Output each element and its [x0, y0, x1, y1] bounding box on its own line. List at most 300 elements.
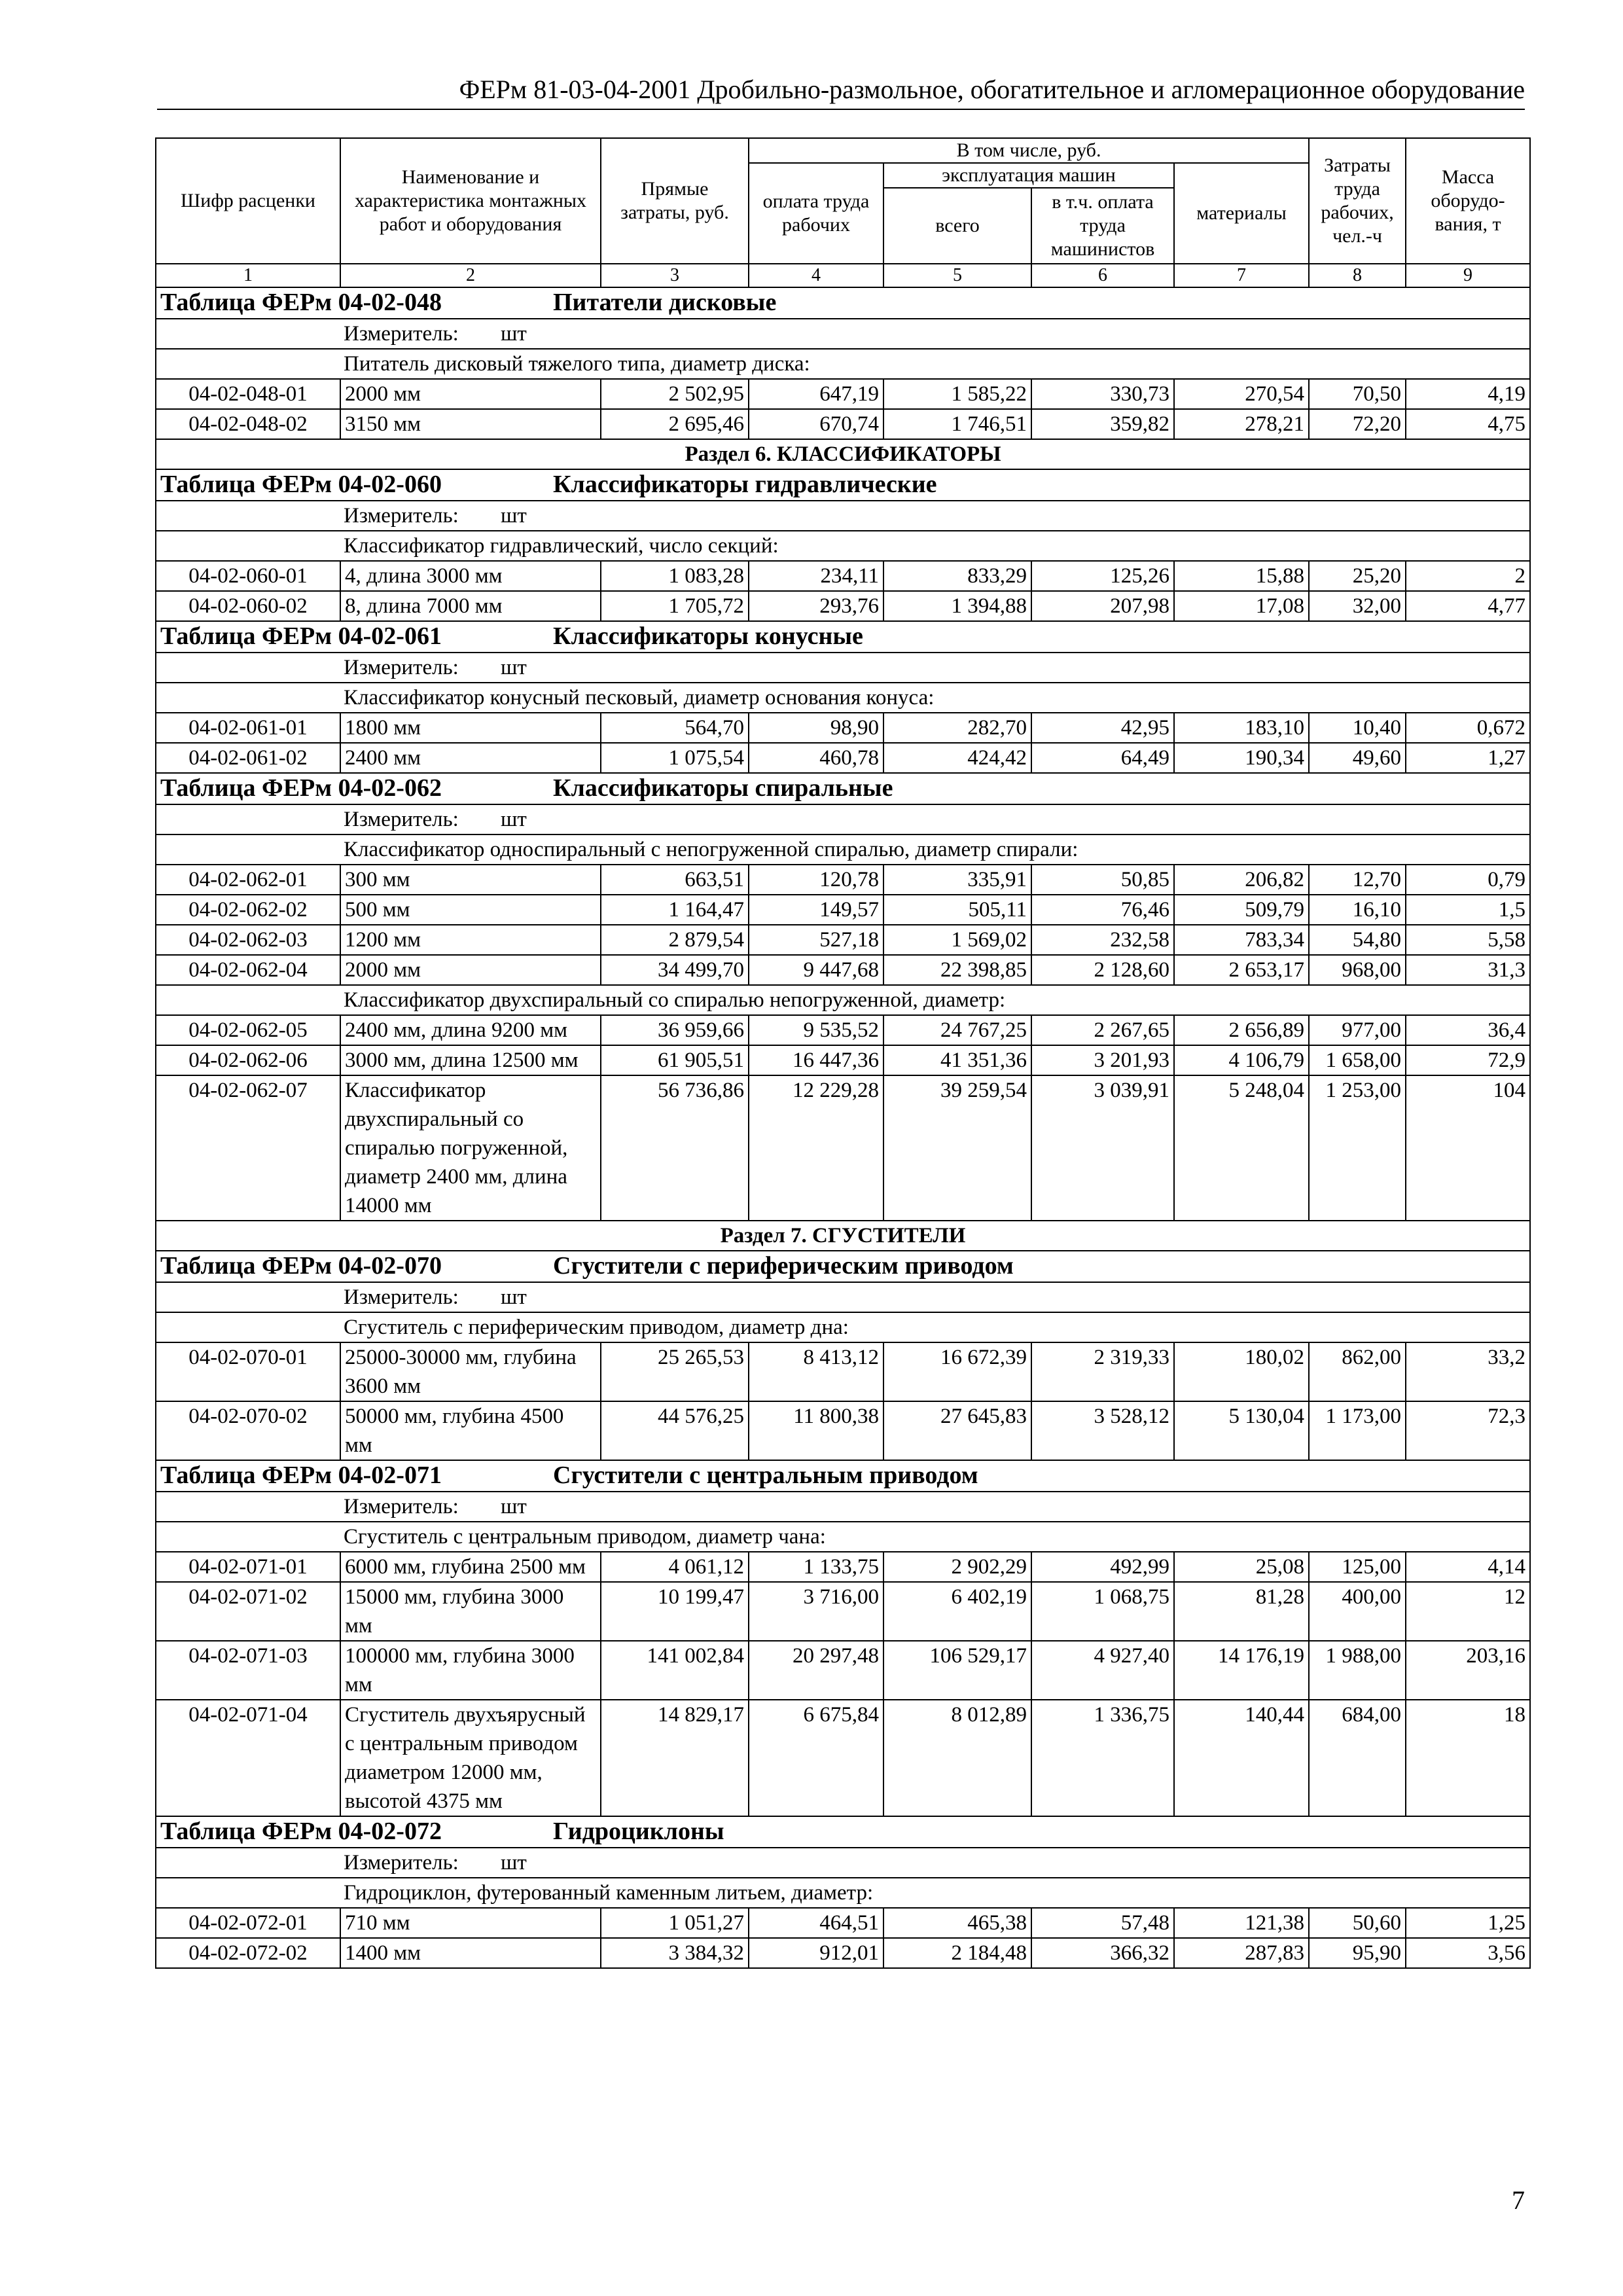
col-header-incl-machinist: в т.ч. оплата труда машинистов — [1031, 188, 1174, 264]
materials-cost-cell: 2 653,17 — [1174, 955, 1309, 985]
equipment-mass-cell: 1,27 — [1406, 743, 1530, 773]
table-title — [156, 773, 1530, 804]
materials-cost-cell: 278,21 — [1174, 409, 1309, 439]
materials-cost-cell: 15,88 — [1174, 561, 1309, 591]
machinist-pay-cell: 2 128,60 — [1031, 955, 1174, 985]
machine-total-cell: 22 398,85 — [883, 955, 1031, 985]
table-title — [156, 1251, 1530, 1282]
measure-row — [156, 653, 1530, 683]
materials-cost-cell: 25,08 — [1174, 1552, 1309, 1582]
labor-hours-cell: 49,60 — [1309, 743, 1406, 773]
labor-pay-cell: 149,57 — [749, 895, 883, 925]
work-name-cell: 100000 мм, глубина 3000 мм — [340, 1641, 601, 1700]
table-title-name: Классификаторы конусные — [553, 622, 863, 650]
labor-hours-cell: 1 173,00 — [1309, 1401, 1406, 1460]
col-number: 9 — [1406, 264, 1530, 287]
equipment-mass-cell: 4,77 — [1406, 591, 1530, 621]
work-name-cell: 1400 мм — [340, 1938, 601, 1968]
direct-cost-cell: 1 083,28 — [601, 561, 749, 591]
table-row — [156, 1045, 1530, 1075]
work-name-cell: 1800 мм — [340, 713, 601, 743]
equipment-mass-cell: 72,3 — [1406, 1401, 1530, 1460]
machinist-pay-cell: 492,99 — [1031, 1552, 1174, 1582]
machine-total-cell: 1 569,02 — [883, 925, 1031, 955]
machinist-pay-cell: 2 319,33 — [1031, 1342, 1174, 1401]
table-title-name: Классификаторы спиральные — [553, 774, 893, 802]
rate-code-cell: 04-02-072-01 — [156, 1908, 340, 1938]
table-row — [156, 1908, 1530, 1938]
group-description — [156, 349, 1530, 379]
direct-cost-cell: 1 051,27 — [601, 1908, 749, 1938]
rate-code-cell: 04-02-062-05 — [156, 1015, 340, 1045]
table-title-label: Таблица ФЕРм 04-02-062 — [160, 774, 442, 802]
direct-cost-cell: 1 705,72 — [601, 591, 749, 621]
materials-cost-cell: 270,54 — [1174, 379, 1309, 409]
measure-unit — [156, 653, 1530, 683]
direct-cost-cell: 4 061,12 — [601, 1552, 749, 1582]
materials-cost-cell: 509,79 — [1174, 895, 1309, 925]
work-name-cell: 3150 мм — [340, 409, 601, 439]
machine-total-cell: 465,38 — [883, 1908, 1031, 1938]
group-description-text: Классификатор конусный песковый, диаметр основания конуса: — [344, 686, 935, 709]
table-title-row — [156, 1816, 1530, 1848]
direct-cost-cell: 3 384,32 — [601, 1938, 749, 1968]
measure-value: шт — [501, 1851, 527, 1874]
group-description-text: Сгуститель с центральным приводом, диаметр чана: — [344, 1525, 826, 1549]
measure-unit — [156, 501, 1530, 531]
col-header-machine-ops: эксплуатация машин — [883, 163, 1174, 188]
table-title-label: Таблица ФЕРм 04-02-070 — [160, 1252, 442, 1280]
labor-hours-cell: 32,00 — [1309, 591, 1406, 621]
machinist-pay-cell: 232,58 — [1031, 925, 1174, 955]
measure-value: шт — [501, 1495, 527, 1518]
labor-pay-cell: 293,76 — [749, 591, 883, 621]
section-heading: Раздел 7. СГУСТИТЕЛИ — [156, 1221, 1530, 1251]
table-title-name: Сгустители с периферическим приводом — [553, 1252, 1014, 1280]
description-row — [156, 985, 1530, 1015]
materials-cost-cell: 121,38 — [1174, 1908, 1309, 1938]
equipment-mass-cell: 36,4 — [1406, 1015, 1530, 1045]
labor-pay-cell: 9 447,68 — [749, 955, 883, 985]
col-header-name: Наименование и характеристика монтажных работ и оборудования — [340, 138, 601, 264]
materials-cost-cell: 4 106,79 — [1174, 1045, 1309, 1075]
machinist-pay-cell: 125,26 — [1031, 561, 1174, 591]
col-header-labor-hours: Затраты труда рабочих, чел.-ч — [1309, 138, 1406, 264]
materials-cost-cell: 17,08 — [1174, 591, 1309, 621]
group-description-text: Питатель дисковый тяжелого типа, диаметр диска: — [344, 352, 810, 376]
group-description-text: Классификатор односпиральный с непогруженной спиралью, диаметр спирали: — [344, 838, 1079, 861]
materials-cost-cell: 140,44 — [1174, 1700, 1309, 1816]
labor-pay-cell: 670,74 — [749, 409, 883, 439]
direct-cost-cell: 663,51 — [601, 865, 749, 895]
table-row — [156, 1015, 1530, 1045]
work-name-cell: 8, длина 7000 мм — [340, 591, 601, 621]
machine-total-cell: 505,11 — [883, 895, 1031, 925]
direct-cost-cell: 25 265,53 — [601, 1342, 749, 1401]
table-title-row — [156, 469, 1530, 501]
table-title-name: Классификаторы гидравлические — [553, 471, 937, 498]
rate-code-cell: 04-02-062-04 — [156, 955, 340, 985]
direct-cost-cell: 1 075,54 — [601, 743, 749, 773]
machine-total-cell: 833,29 — [883, 561, 1031, 591]
machinist-pay-cell: 3 201,93 — [1031, 1045, 1174, 1075]
col-number: 7 — [1174, 264, 1309, 287]
table-title-row — [156, 773, 1530, 804]
work-name-cell: 1200 мм — [340, 925, 601, 955]
table-title — [156, 1460, 1530, 1492]
table-row — [156, 1938, 1530, 1968]
group-description-text: Классификатор двухспиральный со спиралью непогруженной, диаметр: — [344, 988, 1006, 1012]
col-number: 5 — [883, 264, 1031, 287]
materials-cost-cell: 14 176,19 — [1174, 1641, 1309, 1700]
work-name-cell: 4, длина 3000 мм — [340, 561, 601, 591]
measure-label: Измеритель: — [344, 656, 459, 679]
equipment-mass-cell: 104 — [1406, 1075, 1530, 1221]
work-name-cell: 25000-30000 мм, глубина 3600 мм — [340, 1342, 601, 1401]
table-row — [156, 379, 1530, 409]
machinist-pay-cell: 3 528,12 — [1031, 1401, 1174, 1460]
description-row — [156, 683, 1530, 713]
equipment-mass-cell: 31,3 — [1406, 955, 1530, 985]
page-number: 7 — [1512, 2185, 1525, 2215]
rate-code-cell: 04-02-048-01 — [156, 379, 340, 409]
machinist-pay-cell: 64,49 — [1031, 743, 1174, 773]
work-name-cell: 15000 мм, глубина 3000 мм — [340, 1582, 601, 1641]
table-title-row — [156, 1251, 1530, 1282]
labor-pay-cell: 6 675,84 — [749, 1700, 883, 1816]
work-name-cell: 50000 мм, глубина 4500 мм — [340, 1401, 601, 1460]
equipment-mass-cell: 1,25 — [1406, 1908, 1530, 1938]
machine-total-cell: 424,42 — [883, 743, 1031, 773]
measure-unit — [156, 804, 1530, 834]
rate-code-cell: 04-02-061-02 — [156, 743, 340, 773]
labor-hours-cell: 95,90 — [1309, 1938, 1406, 1968]
labor-pay-cell: 11 800,38 — [749, 1401, 883, 1460]
table-row — [156, 713, 1530, 743]
machine-total-cell: 27 645,83 — [883, 1401, 1031, 1460]
table-row — [156, 1700, 1530, 1816]
group-description-text: Классификатор гидравлический, число секций: — [344, 534, 779, 558]
labor-pay-cell: 464,51 — [749, 1908, 883, 1938]
labor-pay-cell: 16 447,36 — [749, 1045, 883, 1075]
labor-pay-cell: 1 133,75 — [749, 1552, 883, 1582]
materials-cost-cell: 180,02 — [1174, 1342, 1309, 1401]
materials-cost-cell: 206,82 — [1174, 865, 1309, 895]
measure-label: Измеритель: — [344, 322, 459, 346]
section-row — [156, 1221, 1530, 1251]
table-title-name: Питатели дисковые — [553, 289, 777, 316]
labor-pay-cell: 9 535,52 — [749, 1015, 883, 1045]
equipment-mass-cell: 33,2 — [1406, 1342, 1530, 1401]
direct-cost-cell: 141 002,84 — [601, 1641, 749, 1700]
measure-value: шт — [501, 808, 527, 831]
table-row — [156, 1552, 1530, 1582]
labor-pay-cell: 120,78 — [749, 865, 883, 895]
description-row — [156, 1878, 1530, 1908]
work-name-cell: 2000 мм — [340, 955, 601, 985]
labor-pay-cell: 460,78 — [749, 743, 883, 773]
direct-cost-cell: 34 499,70 — [601, 955, 749, 985]
machinist-pay-cell: 4 927,40 — [1031, 1641, 1174, 1700]
work-name-cell: 500 мм — [340, 895, 601, 925]
description-row — [156, 834, 1530, 865]
section-row — [156, 439, 1530, 469]
materials-cost-cell: 783,34 — [1174, 925, 1309, 955]
table-row — [156, 1641, 1530, 1700]
table-title — [156, 621, 1530, 653]
machine-total-cell: 282,70 — [883, 713, 1031, 743]
labor-pay-cell: 647,19 — [749, 379, 883, 409]
group-description — [156, 1522, 1530, 1552]
direct-cost-cell: 44 576,25 — [601, 1401, 749, 1460]
col-number: 6 — [1031, 264, 1174, 287]
work-name-cell: Сгуститель двухъярусный с центральным приводом диаметром 12000 мм, высотой 4375 мм — [340, 1700, 601, 1816]
table-title-name: Гидроциклоны — [553, 1818, 724, 1845]
table-title — [156, 287, 1530, 319]
description-row — [156, 349, 1530, 379]
equipment-mass-cell: 4,19 — [1406, 379, 1530, 409]
group-description — [156, 1878, 1530, 1908]
column-numbers-row — [156, 264, 1530, 287]
table-row — [156, 925, 1530, 955]
table-title-label: Таблица ФЕРм 04-02-061 — [160, 622, 442, 650]
measure-row — [156, 1282, 1530, 1312]
labor-pay-cell: 98,90 — [749, 713, 883, 743]
equipment-mass-cell: 0,79 — [1406, 865, 1530, 895]
labor-hours-cell: 1 658,00 — [1309, 1045, 1406, 1075]
rate-code-cell: 04-02-071-02 — [156, 1582, 340, 1641]
group-description-text: Сгуститель с периферическим приводом, диаметр дна: — [344, 1316, 849, 1339]
direct-cost-cell: 2 879,54 — [601, 925, 749, 955]
rate-code-cell: 04-02-070-02 — [156, 1401, 340, 1460]
measure-unit — [156, 1492, 1530, 1522]
rate-code-cell: 04-02-070-01 — [156, 1342, 340, 1401]
table-row — [156, 1075, 1530, 1221]
measure-row — [156, 804, 1530, 834]
machine-total-cell: 24 767,25 — [883, 1015, 1031, 1045]
direct-cost-cell: 2 695,46 — [601, 409, 749, 439]
equipment-mass-cell: 203,16 — [1406, 1641, 1530, 1700]
labor-pay-cell: 234,11 — [749, 561, 883, 591]
machine-total-cell: 1 585,22 — [883, 379, 1031, 409]
labor-pay-cell: 3 716,00 — [749, 1582, 883, 1641]
labor-hours-cell: 862,00 — [1309, 1342, 1406, 1401]
rates-table — [155, 137, 1531, 1969]
machinist-pay-cell: 207,98 — [1031, 591, 1174, 621]
labor-pay-cell: 527,18 — [749, 925, 883, 955]
machine-total-cell: 41 351,36 — [883, 1045, 1031, 1075]
rate-code-cell: 04-02-071-04 — [156, 1700, 340, 1816]
equipment-mass-cell: 12 — [1406, 1582, 1530, 1641]
group-description — [156, 985, 1530, 1015]
materials-cost-cell: 287,83 — [1174, 1938, 1309, 1968]
description-row — [156, 531, 1530, 561]
machine-total-cell: 6 402,19 — [883, 1582, 1031, 1641]
table-title — [156, 1816, 1530, 1848]
col-header-labor-pay: оплата труда рабочих — [749, 163, 883, 264]
work-name-cell: 6000 мм, глубина 2500 мм — [340, 1552, 601, 1582]
machinist-pay-cell: 330,73 — [1031, 379, 1174, 409]
labor-hours-cell: 72,20 — [1309, 409, 1406, 439]
machinist-pay-cell: 57,48 — [1031, 1908, 1174, 1938]
labor-hours-cell: 684,00 — [1309, 1700, 1406, 1816]
rate-code-cell: 04-02-062-07 — [156, 1075, 340, 1221]
table-row — [156, 1342, 1530, 1401]
group-description — [156, 834, 1530, 865]
direct-cost-cell: 2 502,95 — [601, 379, 749, 409]
machine-total-cell: 39 259,54 — [883, 1075, 1031, 1221]
machinist-pay-cell: 366,32 — [1031, 1938, 1174, 1968]
equipment-mass-cell: 18 — [1406, 1700, 1530, 1816]
labor-hours-cell: 977,00 — [1309, 1015, 1406, 1045]
table-title-label: Таблица ФЕРм 04-02-060 — [160, 471, 442, 498]
measure-label: Измеритель: — [344, 1285, 459, 1309]
materials-cost-cell: 5 248,04 — [1174, 1075, 1309, 1221]
machinist-pay-cell: 359,82 — [1031, 409, 1174, 439]
table-row — [156, 591, 1530, 621]
col-number: 4 — [749, 264, 883, 287]
direct-cost-cell: 10 199,47 — [601, 1582, 749, 1641]
labor-hours-cell: 25,20 — [1309, 561, 1406, 591]
direct-cost-cell: 1 164,47 — [601, 895, 749, 925]
labor-pay-cell: 20 297,48 — [749, 1641, 883, 1700]
machine-total-cell: 1 746,51 — [883, 409, 1031, 439]
labor-hours-cell: 50,60 — [1309, 1908, 1406, 1938]
table-body — [156, 287, 1530, 1968]
machinist-pay-cell: 1 336,75 — [1031, 1700, 1174, 1816]
rate-code-cell: 04-02-061-01 — [156, 713, 340, 743]
col-header-materials: материалы — [1174, 163, 1309, 264]
table-row — [156, 955, 1530, 985]
rate-code-cell: 04-02-062-02 — [156, 895, 340, 925]
group-description — [156, 683, 1530, 713]
direct-cost-cell: 14 829,17 — [601, 1700, 749, 1816]
machine-total-cell: 1 394,88 — [883, 591, 1031, 621]
rate-code-cell: 04-02-060-02 — [156, 591, 340, 621]
work-name-cell: 3000 мм, длина 12500 мм — [340, 1045, 601, 1075]
work-name-cell: 710 мм — [340, 1908, 601, 1938]
labor-hours-cell: 10,40 — [1309, 713, 1406, 743]
rate-code-cell: 04-02-048-02 — [156, 409, 340, 439]
running-header: ФЕРм 81-03-04-2001 Дробильно-размольное, обогатительное и агломерационное оборудование — [157, 73, 1525, 110]
materials-cost-cell: 81,28 — [1174, 1582, 1309, 1641]
measure-label: Измеритель: — [344, 1851, 459, 1874]
materials-cost-cell: 183,10 — [1174, 713, 1309, 743]
table-title — [156, 469, 1530, 501]
machine-total-cell: 2 902,29 — [883, 1552, 1031, 1582]
col-number: 3 — [601, 264, 749, 287]
machine-total-cell: 16 672,39 — [883, 1342, 1031, 1401]
machinist-pay-cell: 1 068,75 — [1031, 1582, 1174, 1641]
machine-total-cell: 106 529,17 — [883, 1641, 1031, 1700]
labor-hours-cell: 54,80 — [1309, 925, 1406, 955]
table-header — [156, 138, 1530, 287]
labor-hours-cell: 400,00 — [1309, 1582, 1406, 1641]
table-title-name: Сгустители с центральным приводом — [553, 1462, 978, 1489]
equipment-mass-cell: 0,672 — [1406, 713, 1530, 743]
table-title-label: Таблица ФЕРм 04-02-072 — [160, 1818, 442, 1845]
col-number: 2 — [340, 264, 601, 287]
rate-code-cell: 04-02-062-01 — [156, 865, 340, 895]
description-row — [156, 1312, 1530, 1342]
col-header-incl: В том числе, руб. — [749, 138, 1309, 163]
col-number: 8 — [1309, 264, 1406, 287]
direct-cost-cell: 36 959,66 — [601, 1015, 749, 1045]
rate-code-cell: 04-02-072-02 — [156, 1938, 340, 1968]
table-row — [156, 743, 1530, 773]
measure-row — [156, 319, 1530, 349]
machinist-pay-cell: 2 267,65 — [1031, 1015, 1174, 1045]
materials-cost-cell: 190,34 — [1174, 743, 1309, 773]
work-name-cell: 300 мм — [340, 865, 601, 895]
work-name-cell: 2400 мм — [340, 743, 601, 773]
labor-pay-cell: 912,01 — [749, 1938, 883, 1968]
machinist-pay-cell: 3 039,91 — [1031, 1075, 1174, 1221]
labor-hours-cell: 1 988,00 — [1309, 1641, 1406, 1700]
col-header-direct: Прямые затраты, руб. — [601, 138, 749, 264]
col-header-code: Шифр расценки — [156, 138, 340, 264]
machine-total-cell: 335,91 — [883, 865, 1031, 895]
group-description — [156, 531, 1530, 561]
equipment-mass-cell: 1,5 — [1406, 895, 1530, 925]
table-row — [156, 1582, 1530, 1641]
work-name-cell: 2000 мм — [340, 379, 601, 409]
rate-code-cell: 04-02-062-06 — [156, 1045, 340, 1075]
col-header-mass: Масса оборудо-вания, т — [1406, 138, 1530, 264]
machinist-pay-cell: 42,95 — [1031, 713, 1174, 743]
table-title-label: Таблица ФЕРм 04-02-071 — [160, 1462, 442, 1489]
section-heading: Раздел 6. КЛАССИФИКАТОРЫ — [156, 439, 1530, 469]
materials-cost-cell: 5 130,04 — [1174, 1401, 1309, 1460]
measure-unit — [156, 1282, 1530, 1312]
equipment-mass-cell: 5,58 — [1406, 925, 1530, 955]
table-row — [156, 1401, 1530, 1460]
measure-value: шт — [501, 504, 527, 528]
labor-hours-cell: 968,00 — [1309, 955, 1406, 985]
measure-value: шт — [501, 322, 527, 346]
measure-unit — [156, 319, 1530, 349]
table-title-label: Таблица ФЕРм 04-02-048 — [160, 289, 442, 316]
table-row — [156, 409, 1530, 439]
labor-hours-cell: 12,70 — [1309, 865, 1406, 895]
measure-unit — [156, 1848, 1530, 1878]
measure-value: шт — [501, 1285, 527, 1309]
machinist-pay-cell: 50,85 — [1031, 865, 1174, 895]
rate-code-cell: 04-02-062-03 — [156, 925, 340, 955]
group-description-text: Гидроциклон, футерованный каменным литьем, диаметр: — [344, 1881, 874, 1905]
measure-label: Измеритель: — [344, 504, 459, 528]
labor-hours-cell: 125,00 — [1309, 1552, 1406, 1582]
equipment-mass-cell: 72,9 — [1406, 1045, 1530, 1075]
col-header-total: всего — [883, 188, 1031, 264]
direct-cost-cell: 61 905,51 — [601, 1045, 749, 1075]
labor-hours-cell: 1 253,00 — [1309, 1075, 1406, 1221]
labor-hours-cell: 70,50 — [1309, 379, 1406, 409]
direct-cost-cell: 56 736,86 — [601, 1075, 749, 1221]
direct-cost-cell: 564,70 — [601, 713, 749, 743]
rate-code-cell: 04-02-060-01 — [156, 561, 340, 591]
rate-code-cell: 04-02-071-01 — [156, 1552, 340, 1582]
measure-row — [156, 501, 1530, 531]
rate-code-cell: 04-02-071-03 — [156, 1641, 340, 1700]
machine-total-cell: 2 184,48 — [883, 1938, 1031, 1968]
measure-row — [156, 1492, 1530, 1522]
measure-label: Измеритель: — [344, 808, 459, 831]
labor-pay-cell: 8 413,12 — [749, 1342, 883, 1401]
description-row — [156, 1522, 1530, 1552]
equipment-mass-cell: 2 — [1406, 561, 1530, 591]
measure-label: Измеритель: — [344, 1495, 459, 1518]
